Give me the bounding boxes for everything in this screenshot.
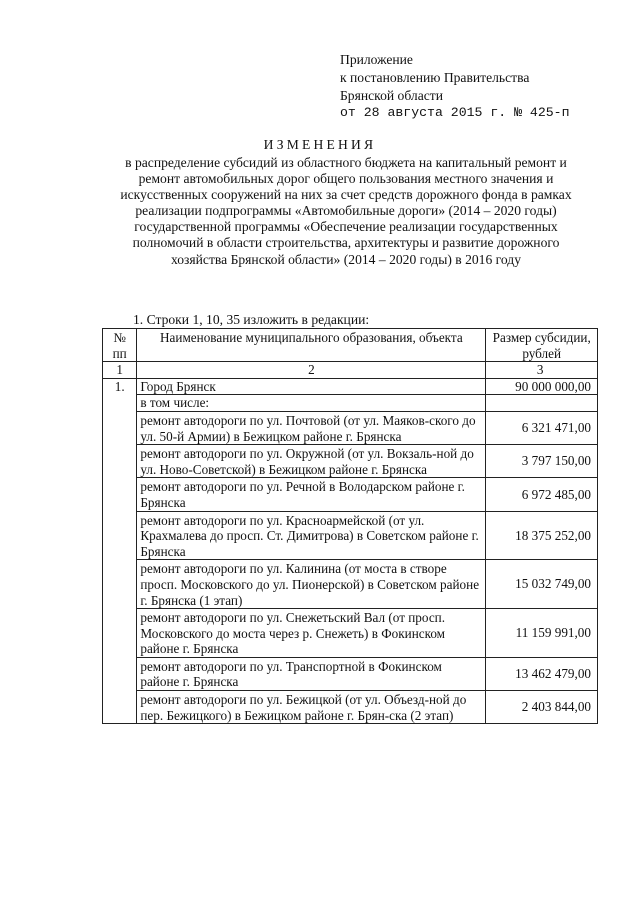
item-name: ремонт автодороги по ул. Речной в Володарском районе г. Брянска	[137, 478, 486, 511]
item-sum: 13 462 479,00	[486, 657, 598, 690]
item-name: ремонт автодороги по ул. Калинина (от моста в створе просп. Московского до ул. Пионерской) в Советском районе г. Брянска (1 этап)	[137, 560, 486, 609]
table-row	[103, 478, 598, 511]
table-row	[103, 378, 598, 395]
item-sum: 3 797 150,00	[486, 445, 598, 478]
index-cell: 1	[103, 362, 137, 379]
item-name: ремонт автодороги по ул. Красноармейской (от ул. Крахмалева до просп. Ст. Димитрова) в Советском районе г. Брянска	[137, 511, 486, 560]
document-header	[340, 51, 570, 122]
row-sum: 90 000 000,00	[486, 378, 598, 395]
row-number: 1.	[103, 378, 137, 723]
item-sum: 18 375 252,00	[486, 511, 598, 560]
table-row	[103, 411, 598, 444]
item-name: ремонт автодороги по ул. Почтовой (от ул. Маяков-ского до ул. 50-й Армии) в Бежицком районе г. Брянска	[137, 411, 486, 444]
header-num: № пп	[103, 329, 137, 362]
header-sum: Размер субсидии, рублей	[486, 329, 598, 362]
table-row	[103, 609, 598, 658]
document-subtitle: в распределение субсидий из областного бюджета на капитальный ремонт и ремонт автомобильных дорог общего пользования местного значения и искусственных сооружений на них за счет средств дорожного фонда в рамках реализации подпрограммы «Автомобильные дороги» (2014 – 2020 годы) государственной программы «Обеспечение реализации государственных полномочий в области строительства, архитектуры и развитие дорожного хозяйства Брянской области» (2014 – 2020 годы) в 2016 году	[120, 155, 572, 267]
table-row	[103, 657, 598, 690]
row-name: Город Брянск	[137, 378, 486, 395]
item-sum: 11 159 991,00	[486, 609, 598, 658]
index-cell: 3	[486, 362, 598, 379]
intro-paragraph: 1. Строки 1, 10, 35 изложить в редакции:	[133, 312, 370, 327]
table-index-row	[103, 362, 598, 379]
header-resolution: к постановлению Правительства	[340, 69, 530, 85]
item-name: ремонт автодороги по ул. Транспортной в Фокинском районе г. Брянска	[137, 657, 486, 690]
item-name: ремонт автодороги по ул. Бежицкой (от ул. Объезд-ной до пер. Бежицкого) в Бежицком районе г. Брян-ска (2 этап)	[137, 691, 486, 724]
header-appendix: Приложение	[340, 52, 413, 67]
table-header-row	[103, 329, 598, 362]
item-name: ремонт автодороги по ул. Окружной (от ул. Вокзаль-ной до ул. Ново-Советской) в Бежицком районе г. Брянска	[137, 445, 486, 478]
header-region: Брянской области	[340, 87, 443, 103]
header-date-number: от 28 августа 2015 г. № 425-п	[340, 105, 570, 121]
table-row	[103, 511, 598, 560]
row-including: в том числе:	[137, 395, 486, 412]
item-name: ремонт автодороги по ул. Снежетьский Вал (от просп. Московского до моста через р. Снежеть) в Фокинском районе г. Брянска	[137, 609, 486, 658]
item-sum: 2 403 844,00	[486, 691, 598, 724]
subsidy-table	[102, 328, 598, 724]
header-name: Наименование муниципального образования, объекта	[137, 329, 486, 362]
item-sum: 6 972 485,00	[486, 478, 598, 511]
table-row	[103, 445, 598, 478]
item-sum: 6 321 471,00	[486, 411, 598, 444]
index-cell: 2	[137, 362, 486, 379]
table-row	[103, 395, 598, 412]
item-sum: 15 032 749,00	[486, 560, 598, 609]
table-row	[103, 691, 598, 724]
row-sum-empty	[486, 395, 598, 412]
table-row	[103, 560, 598, 609]
document-title: ИЗМЕНЕНИЯ	[263, 137, 377, 152]
